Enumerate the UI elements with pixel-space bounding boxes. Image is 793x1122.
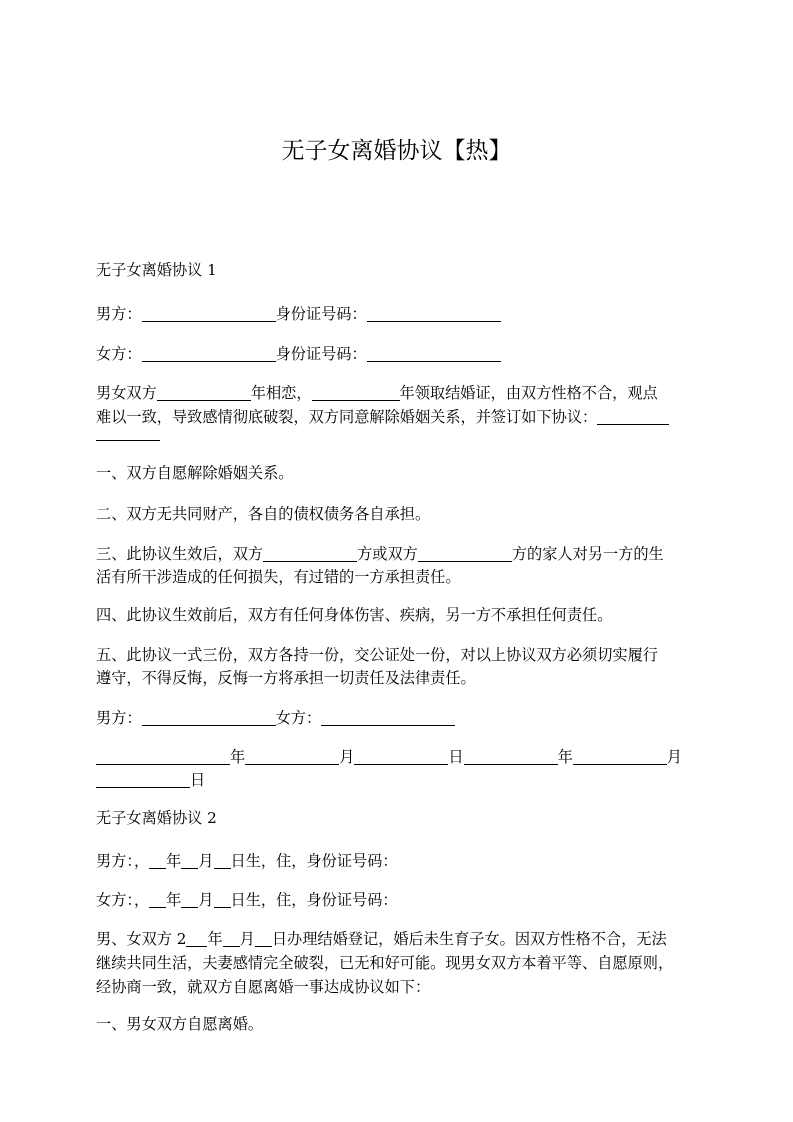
sign-male-label: 男方：: [96, 709, 142, 727]
page-title: 无子女离婚协议【热】: [281, 138, 512, 164]
intro-text-b: 年相恋，: [250, 384, 312, 402]
agreement2-marriage-line1: [96, 927, 701, 951]
born-suffix: 日生，住，身份证号码：: [230, 891, 398, 909]
birth-month-blank: [181, 851, 198, 869]
love-year-blank: [157, 383, 251, 401]
agreement1-intro-line1: [96, 381, 701, 405]
male-label: 男方：: [96, 305, 142, 323]
marriage-text-a: 男、女双方 2: [96, 930, 187, 948]
marriage-day-blank: [255, 929, 272, 947]
year-label: 年: [166, 852, 182, 870]
agreement1-clause1: 一、双方自愿解除婚姻关系。: [96, 464, 294, 482]
clause3-text-a: 三、此协议生效后，双方: [96, 545, 264, 563]
marriage-year-blank: [312, 383, 400, 401]
year-label: 年: [230, 748, 246, 766]
id-label: 身份证号码：: [275, 305, 367, 323]
birth-year-blank: [149, 851, 166, 869]
date-blank-5: [573, 747, 667, 765]
birth-month-blank: [181, 890, 198, 908]
sign-female-label: 女方：: [275, 709, 322, 727]
year-label: 年: [557, 748, 573, 766]
clause3-text-b: 方或双方: [357, 545, 418, 563]
birth-day-blank: [214, 851, 231, 869]
marriage-year-blank: [186, 929, 207, 947]
agreement1-clause2: 二、双方无共同财产，各自的债权债务各自承担。: [96, 505, 431, 523]
year-label: 年: [166, 891, 182, 909]
sign-female-blank: [321, 708, 455, 726]
month-label: 月: [666, 748, 682, 766]
born-suffix: 日生，住，身份证号码：: [230, 852, 398, 870]
month-label: 月: [339, 748, 355, 766]
marriage-month-blank: [223, 929, 240, 947]
agreement1-clause5-line1: 五、此协议一式三份，双方各持一份，交公证处一份，对以上协议双方必须切实履行: [96, 646, 658, 664]
male-label: 男方：，: [96, 852, 150, 870]
date-blank-1: [96, 747, 230, 765]
agreement2-heading: 无子女离婚协议 2: [96, 809, 217, 827]
female-id-blank: [367, 344, 501, 362]
party-blank-2: [418, 544, 512, 562]
female-label: 女方：: [96, 345, 142, 363]
agreement1-clause3-line1: [96, 542, 701, 566]
agreement1-female-row: [96, 342, 701, 366]
sign-male-blank: [142, 708, 276, 726]
intro-text-a: 男女双方: [96, 384, 157, 402]
day-label: 日: [190, 771, 206, 789]
month-label: 月: [198, 891, 214, 909]
agreement2-male-row: [96, 849, 701, 873]
agreement1-clause5-line2: 遵守，不得反悔，反悔一方将承担一切责任及法律责任。: [96, 669, 476, 687]
birth-year-blank: [149, 890, 166, 908]
agreement1-clause3-line2: 活有所干涉造成的任何损失，有过错的一方承担责任。: [96, 568, 461, 586]
id-label: 身份证号码：: [275, 345, 367, 363]
year-label: 年: [207, 930, 223, 948]
date-blank-4: [464, 747, 558, 765]
intro-text-c: 年领取结婚证，由双方性格不合，观点: [399, 384, 658, 402]
month-label: 月: [198, 852, 214, 870]
day-label: 日: [448, 748, 464, 766]
agreement2-marriage-line3: 经协商一致，就双方自愿离婚一事达成协议如下：: [96, 978, 431, 996]
party-blank-1: [263, 544, 357, 562]
agreement1-date-row-cont: [96, 768, 701, 792]
agreement1-intro-line3: [96, 421, 701, 445]
agreement2-clause1: 一、男女双方自愿离婚。: [96, 1015, 264, 1033]
agreement2-female-row: [96, 888, 701, 912]
agreement1-heading: 无子女离婚协议 1: [96, 261, 217, 279]
agreement1-signature-row: [96, 706, 701, 730]
date-blank-6: [96, 770, 190, 788]
agreement1-male-row: [96, 302, 701, 326]
marriage-text-b: 日办理结婚登记，婚后未生育子女。因双方性格不合，无法: [271, 930, 667, 948]
agreement2-marriage-line2: 继续共同生活，夫妻感情完全破裂，已无和好可能。现男女双方本着平等、自愿原则，: [96, 954, 674, 972]
clause3-text-c: 方的家人对另一方的生: [511, 545, 664, 563]
date-blank-3: [354, 747, 448, 765]
birth-day-blank: [214, 890, 231, 908]
male-id-blank: [367, 304, 501, 322]
male-name-blank: [142, 304, 276, 322]
female-label: 女方：，: [96, 891, 150, 909]
agreement1-clause4: 四、此协议生效前后，双方有任何身体伤害、疾病，另一方不承担任何责任。: [96, 606, 613, 624]
intro-end-blank-cont: [96, 423, 160, 441]
female-name-blank: [142, 344, 276, 362]
agreement1-date-row: [96, 745, 701, 769]
date-blank-2: [245, 747, 339, 765]
intro-text-line2: 难以一致，导致感情彻底破裂，双方同意解除婚姻关系，并签订如下协议：: [96, 408, 598, 426]
month-label: 月: [239, 930, 255, 948]
